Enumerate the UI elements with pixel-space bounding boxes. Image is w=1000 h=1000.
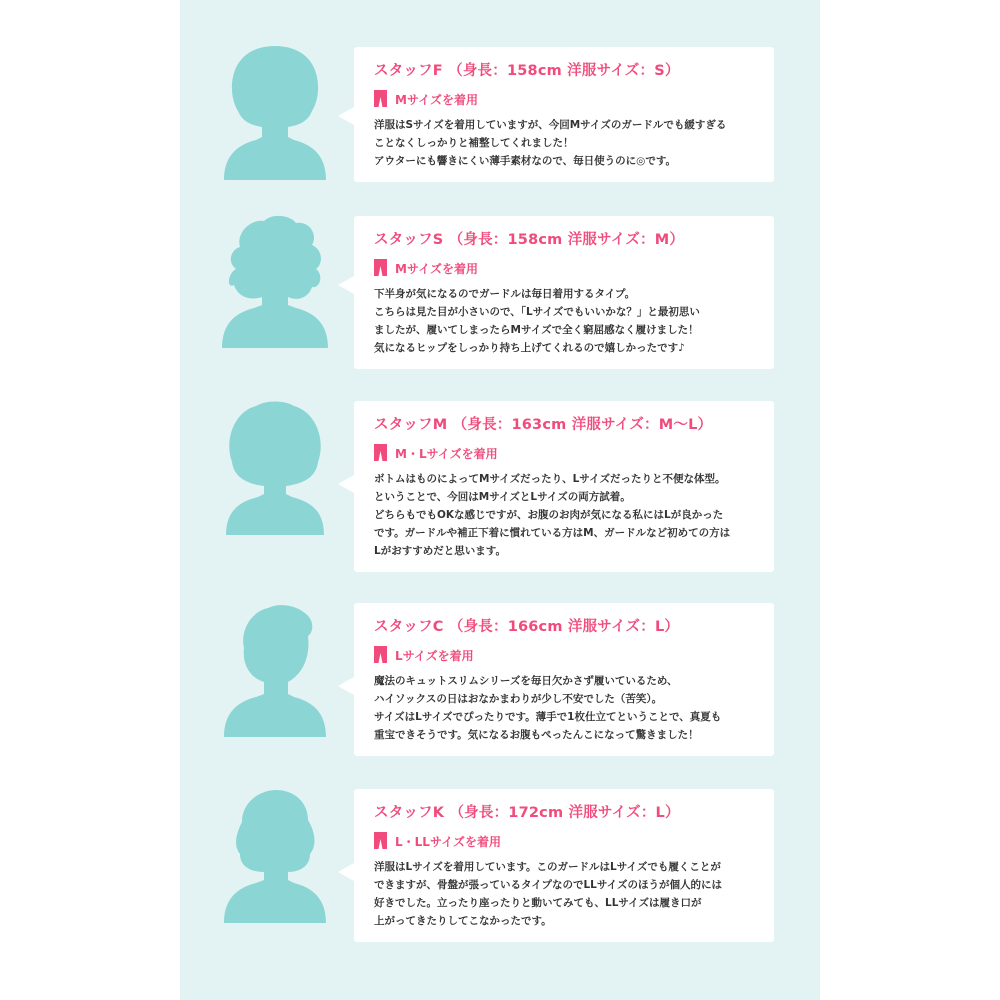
review-bubble [354, 789, 774, 942]
review-text [374, 116, 758, 170]
size-worn-label: M・Lサイズを着用 [395, 446, 498, 461]
review-text [374, 285, 758, 357]
review-line: どちらもでもOKな感じですが、お腹のお肉が気になる私にはLが良かった [374, 509, 724, 521]
content-panel [180, 0, 820, 1000]
size-worn-label: Lサイズを着用 [395, 648, 474, 663]
review-line: ましたが、履いてしまったらMサイズで全く窮屈感なく履けました！ [374, 324, 699, 336]
size-row [374, 89, 758, 109]
girdle-icon [374, 444, 387, 462]
review-line: できますが、骨盤が張っているタイプなのでLLサイズのほうが個人的には [374, 879, 723, 891]
review-line: ということで、今回はMサイズとLサイズの両方試着。 [374, 491, 631, 503]
review-title: スタッフM （身長：163cm 洋服サイズ：M〜L） [374, 417, 713, 433]
girdle-icon [374, 90, 387, 108]
staff-avatar-icon [220, 602, 330, 737]
size-row [374, 258, 758, 278]
girdle-icon [374, 832, 387, 850]
review-line: サイズはLサイズでぴったりです。薄手で1枚仕立てということで、真夏も [374, 711, 722, 723]
review-title: スタッフF （身長：158cm 洋服サイズ：S） [374, 63, 680, 79]
review-line: 好きでした。立ったり座ったりと動いてみても、LLサイズは履き口が [374, 897, 702, 909]
review-line: 重宝できそうです。気になるお腹もぺったんこになって驚きました！ [374, 729, 699, 741]
review-bubble [354, 216, 774, 369]
review-line: 下半身が気になるのでガードルは毎日着用するタイプ。 [374, 288, 636, 300]
review-line: ボトムはものによってMサイズだったり、Lサイズだったりと不便な体型。 [374, 473, 726, 485]
review-bubble [354, 47, 774, 182]
review-line: 気になるヒップをしっかり持ち上げてくれるので嬉しかったです♪ [374, 342, 685, 354]
review-line: ハイソックスの日はおなかまわりが少し不安でした（苦笑）。 [374, 693, 663, 705]
review-bubble [354, 603, 774, 756]
review-line: Lがおすすめだと思います。 [374, 545, 506, 557]
review-line: 洋服はSサイズを着用していますが、今回Mサイズのガードルでも緩すぎる [374, 119, 727, 131]
girdle-icon [374, 646, 387, 664]
staff-avatar-icon [220, 788, 330, 923]
size-worn-label: Mサイズを着用 [395, 261, 478, 276]
size-row [374, 443, 758, 463]
review-text [374, 672, 758, 744]
review-text [374, 470, 758, 560]
staff-avatar-icon [220, 45, 330, 180]
review-line: 洋服はLサイズを着用しています。このガードルはLサイズでも履くことが [374, 861, 721, 873]
review-line: です。ガードルや補正下着に慣れている方はM、ガードルなど初めての方は [374, 527, 731, 539]
review-line: こちらは見た目が小さいので、「Lサイズでもいいかな？」と最初思い [374, 306, 700, 318]
review-title: スタッフS （身長：158cm 洋服サイズ：M） [374, 232, 685, 248]
review-line: アウターにも響きにくい薄手素材なので、毎日使うのに◎です。 [374, 155, 677, 167]
review-title: スタッフK （身長：172cm 洋服サイズ：L） [374, 805, 680, 821]
girdle-icon [374, 259, 387, 277]
review-text [374, 858, 758, 930]
size-worn-label: L・LLサイズを着用 [395, 834, 501, 849]
size-worn-label: Mサイズを着用 [395, 92, 478, 107]
review-line: 上がってきたりしてこなかったです。 [374, 915, 552, 927]
review-bubble [354, 401, 774, 572]
review-line: ことなくしっかりと補整してくれました！ [374, 137, 574, 149]
size-row [374, 831, 758, 851]
staff-avatar-icon [220, 400, 330, 535]
staff-avatar-icon [220, 213, 330, 348]
review-title: スタッフC （身長：166cm 洋服サイズ：L） [374, 619, 680, 635]
review-line: 魔法のキュットスリムシリーズを毎日欠かさず履いているため、 [374, 675, 678, 687]
size-row [374, 645, 758, 665]
